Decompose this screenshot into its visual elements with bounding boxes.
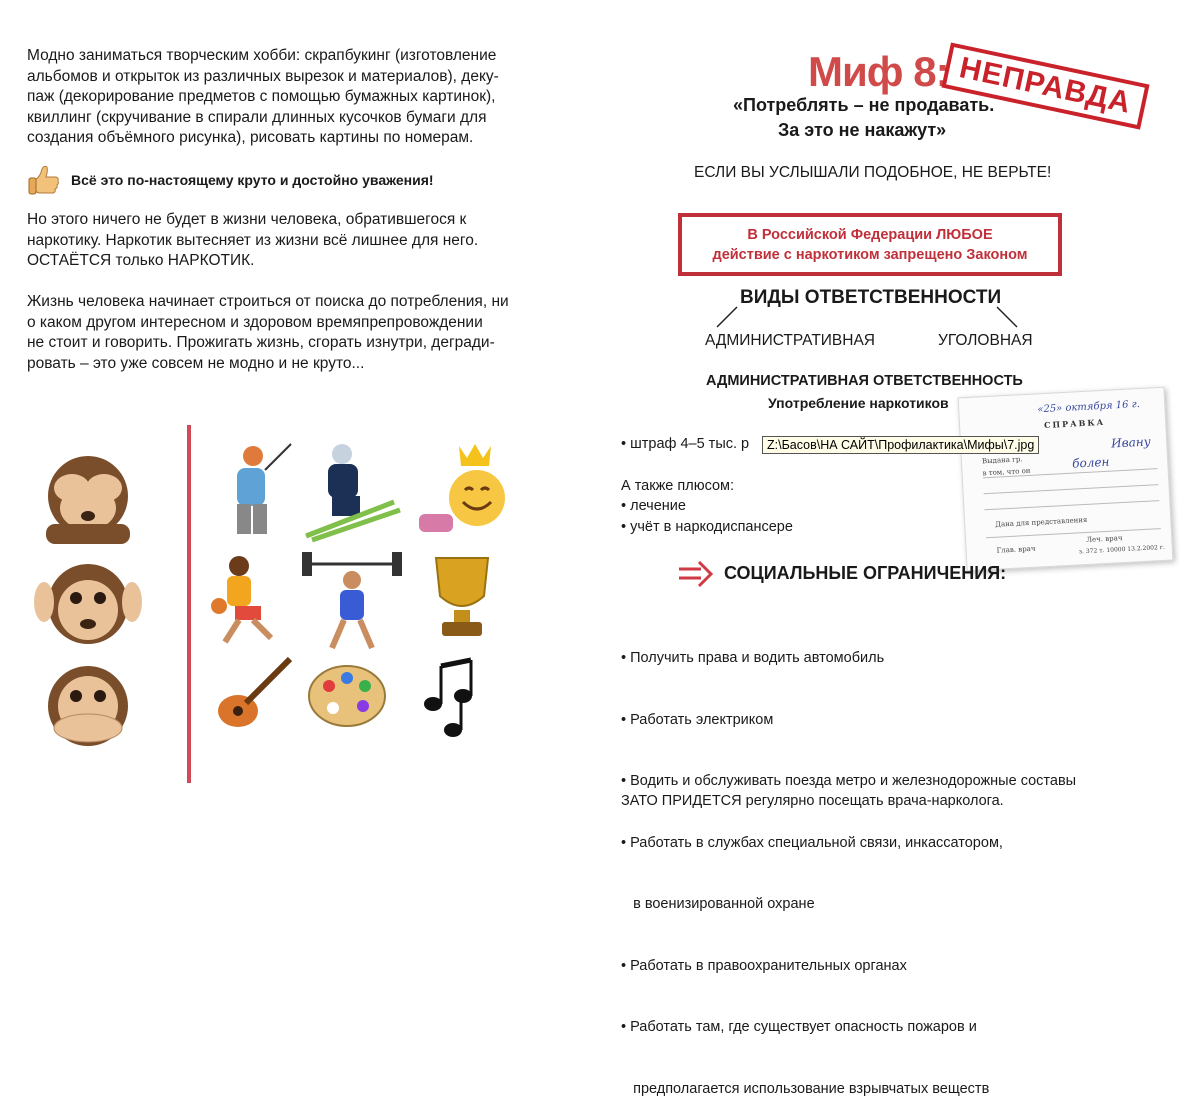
fine-item: • штраф 4–5 тыс. р bbox=[621, 436, 750, 452]
branch-lines bbox=[715, 305, 1025, 330]
spravka-doc2: Леч. врач bbox=[1086, 534, 1123, 544]
list-item: в военизированной охране bbox=[621, 896, 815, 912]
footer-note: ЗАТО ПРИДЕТСЯ регулярно посещать врача-нарколога. bbox=[621, 793, 1004, 809]
social-restrictions-list bbox=[621, 607, 1076, 1120]
monkeys-column bbox=[34, 450, 142, 760]
list-item: • учёт в наркодиспансере bbox=[621, 518, 793, 535]
divider-rule bbox=[187, 425, 191, 783]
guitar-icon bbox=[218, 659, 290, 727]
law-box bbox=[678, 213, 1062, 276]
hobby-emoji-grid bbox=[207, 440, 537, 740]
spravka-ref: з. 372 т. 10000 13.2.2002 г. bbox=[1078, 543, 1165, 556]
drug-paragraph bbox=[27, 210, 527, 272]
text-line: Но этого ничего не будет в жизни человека, обратившегося к bbox=[27, 211, 467, 228]
list-item: • лечение bbox=[621, 498, 686, 514]
music-notes-icon bbox=[424, 660, 472, 737]
hobby-paragraph bbox=[27, 46, 527, 149]
spravka-diag: болен bbox=[1071, 454, 1110, 471]
double-arrow-icon bbox=[677, 560, 715, 588]
law-line-2: действие с наркотиком запрещено Законом bbox=[712, 246, 1028, 263]
spravka-name: Ивану bbox=[1110, 434, 1151, 451]
text-line: не стоит и говорить. Прожигать жизнь, сгорать изнутри, дегради- bbox=[27, 334, 495, 351]
thumbs-up-caption: Всё это по-настоящему круто и достойно уважения! bbox=[71, 172, 434, 188]
thumbs-up-icon bbox=[26, 163, 62, 199]
social-heading: СОЦИАЛЬНЫЕ ОГРАНИЧЕНИЯ: bbox=[724, 563, 1007, 583]
text-line: создания объёмного рисунка), рисовать картины по номерам. bbox=[27, 129, 474, 146]
medical-certificate-image bbox=[958, 387, 1174, 572]
list-item: • Работать в правоохранительных органах bbox=[621, 957, 907, 974]
golfer-icon bbox=[237, 444, 291, 534]
type-criminal: УГОЛОВНАЯ bbox=[938, 332, 1033, 349]
nepravda-stamp: НЕПРАВДА bbox=[941, 42, 1149, 129]
weightlifter-icon bbox=[302, 552, 402, 648]
spravka-place: Дана для представления bbox=[995, 515, 1088, 529]
text-line: ОСТАЁТСЯ только НАРКОТИК. bbox=[27, 252, 255, 269]
skier-icon bbox=[306, 444, 400, 540]
see-no-evil-monkey-icon bbox=[46, 456, 130, 544]
warning-text: ЕСЛИ ВЫ УСЛЫШАЛИ ПОДОБНОЕ, НЕ ВЕРЬТЕ! bbox=[694, 164, 1052, 181]
law-line-1: В Российской Федерации ЛЮБОЕ bbox=[747, 226, 993, 243]
admin-heading: АДМИНИСТРАТИВНАЯ ОТВЕТСТВЕННОСТЬ bbox=[706, 373, 1023, 389]
text-line: квиллинг (скручивание в спирали длинных кусочков бумаги для bbox=[27, 108, 487, 126]
spravka-doc1: Глав. врач bbox=[996, 544, 1036, 555]
speak-no-evil-monkey-icon bbox=[48, 666, 128, 746]
admin-subheading: Употребление наркотиков bbox=[768, 395, 949, 411]
type-administrative: АДМИНИСТРАТИВНАЯ bbox=[705, 332, 875, 349]
text-line: Модно заниматься творческим хобби: скрапбукинг (изготовление bbox=[27, 47, 497, 64]
life-paragraph bbox=[27, 292, 527, 374]
smiley-with-crown-icon bbox=[419, 444, 505, 532]
text-line: наркотику. Наркотик вытесняет из жизни всё лишнее для него. bbox=[27, 231, 479, 249]
myth-title: Миф 8: bbox=[808, 48, 949, 95]
list-item: • Работать в службах специальной связи, инкассатором, bbox=[621, 834, 1003, 851]
trophy-icon bbox=[436, 558, 488, 636]
text-line: о каком другом интересном и здоровом времяпрепровождении bbox=[27, 313, 483, 331]
file-path-tooltip: Z:\Басов\НА САЙТ\Профилактика\Мифы\7.jpg bbox=[762, 436, 1039, 454]
list-item: • Работать электриком bbox=[621, 711, 774, 728]
list-item: • Работать там, где существует опасность пожаров и bbox=[621, 1019, 977, 1035]
text-line: ровать – это уже совсем не модно и не круто... bbox=[27, 354, 365, 372]
list-item: • Водить и обслуживать поезда метро и железнодорожные составы bbox=[621, 773, 1077, 789]
list-item: предполагается использование взрывчатых веществ bbox=[621, 1080, 990, 1097]
basketball-player-icon bbox=[211, 556, 271, 642]
spravka-title: СПРАВКА bbox=[1043, 416, 1106, 431]
plus-heading: А также плюсом: bbox=[621, 478, 735, 494]
text-line: паж (декорирование предметов с помощью бумажных картинок), bbox=[27, 88, 496, 105]
spravka-issued: Выдана гр. bbox=[981, 455, 1023, 466]
spravka-date: «25» октября 16 г. bbox=[1037, 399, 1141, 416]
list-item: • Получить права и водить автомобиль bbox=[621, 650, 885, 666]
plus-list bbox=[621, 496, 793, 537]
spravka-work: в том, что он bbox=[982, 466, 1031, 478]
quote-line-1: «Потреблять – не продавать. bbox=[733, 95, 995, 115]
text-line: Жизнь человека начинает строиться от поиска до потребления, ни bbox=[27, 293, 509, 310]
palette-icon bbox=[309, 666, 385, 726]
text-line: альбомов и открыток из различных вырезок и материалов), деку- bbox=[27, 67, 499, 85]
hear-no-evil-monkey-icon bbox=[34, 564, 142, 644]
responsibility-types-heading: ВИДЫ ОТВЕТСТВЕННОСТИ bbox=[740, 287, 1002, 308]
quote-line-2: За это не накажут» bbox=[778, 120, 947, 140]
